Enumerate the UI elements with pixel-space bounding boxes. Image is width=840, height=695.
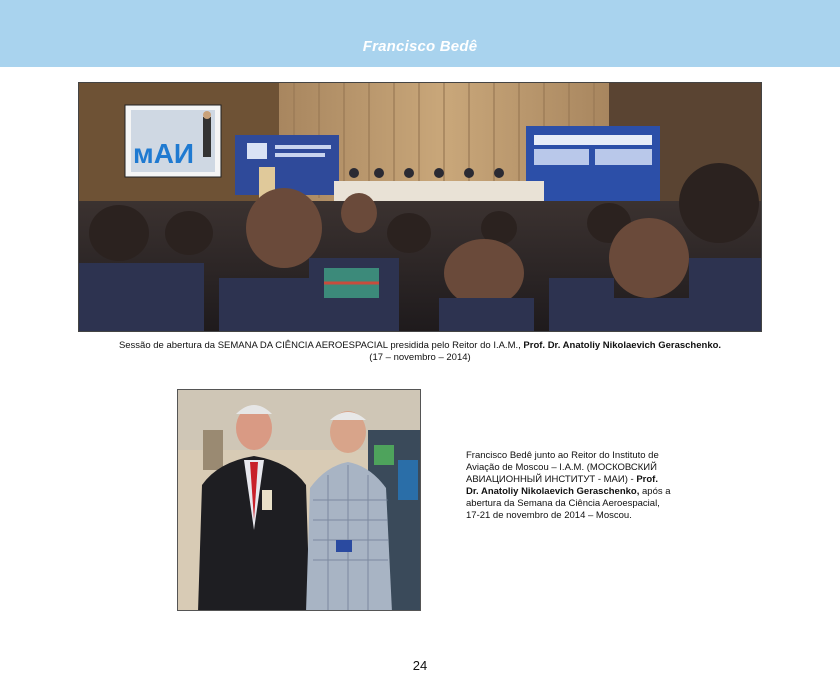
header-title: Francisco Bedê — [362, 38, 478, 55]
page-number: 24 — [412, 658, 428, 673]
conference-hall-photo — [78, 82, 762, 332]
caption1-line1 — [78, 340, 762, 352]
caption1-text: Sessão de abertura da SEMANA DA CIÊNCIA AEROESPACIAL presidida pelo Reitor do I.A.M., — [118, 340, 524, 351]
page-header — [0, 0, 840, 67]
caption1-bold-name: Prof. Dr. Anatoliy Nikolaevich Geraschenko. — [523, 340, 722, 351]
mai-logo: мАИ — [133, 138, 195, 169]
photo2-caption — [466, 450, 671, 522]
caption2-text-start: Francisco Bedê junto ao Reitor do Instituto de Aviação de Moscou – I.A.M. (МОСКОВСКИЙ АВИАЦИОННЫЙ ИНСТИТУТ - МАИ) - — [466, 450, 659, 485]
caption1-date: (17 – novembro – 2014) — [369, 352, 471, 363]
portrait-photo — [177, 389, 421, 611]
caption2-bold-name: Prof. Dr. Anatoliy Nikolaevich Geraschenko, — [466, 474, 658, 497]
photo1-caption — [78, 340, 762, 364]
caption2-text-end: após a abertura da Semana da Ciência Aeroespacial, 17-21 de novembro de 2014 – Moscou. — [466, 486, 671, 521]
